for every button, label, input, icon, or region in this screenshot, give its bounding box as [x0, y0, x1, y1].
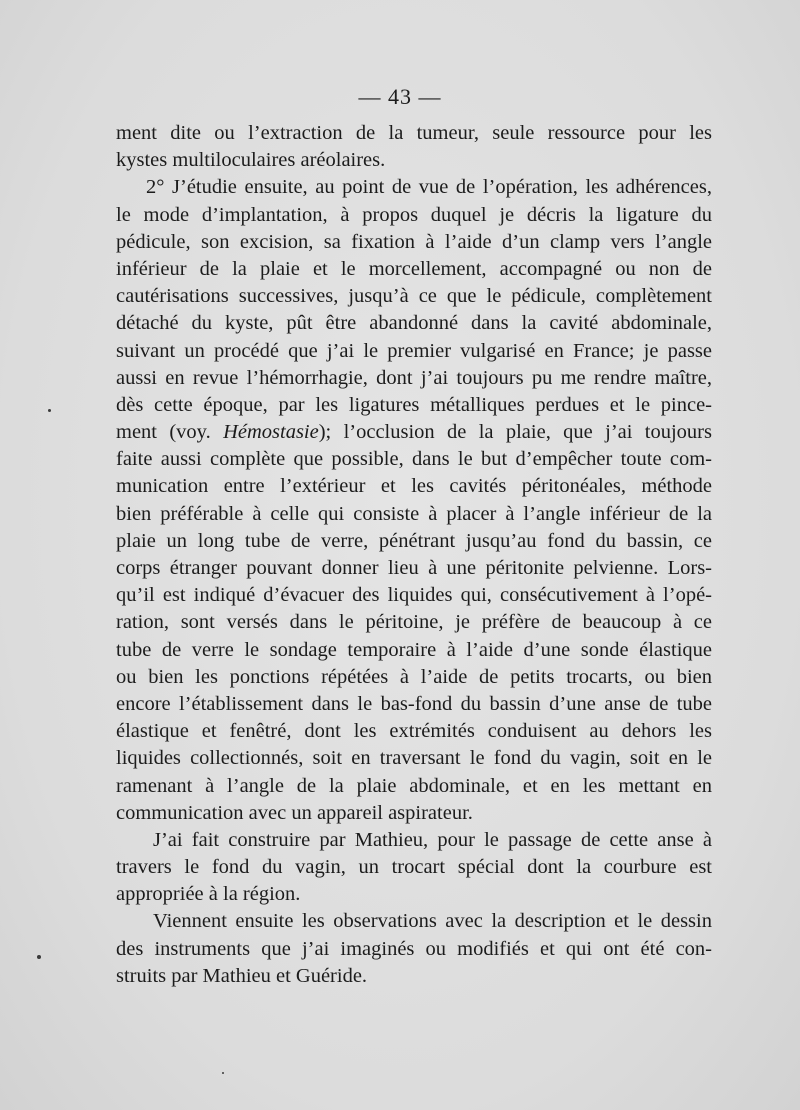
- text-line: struits par Mathieu et Guéride.: [116, 964, 368, 987]
- text-fragment: ment (voy.: [116, 421, 224, 444]
- text-line: des instruments que j’ai imaginés ou modifiés et qui ont été con-: [116, 937, 712, 960]
- paper-speck: [37, 955, 41, 959]
- text-line: ramenant à l’angle de la plaie abdominale, et en les mettant en: [116, 774, 712, 797]
- text-line: travers le fond du vagin, un trocart spécial dont la courbure est: [116, 856, 712, 879]
- text-line: liquides collectionnés, soit en traversant le fond du vagin, soit en le: [116, 747, 712, 770]
- text-line: plaie un long tube de verre, pénétrant jusqu’au fond du bassin, ce: [116, 529, 712, 552]
- text-line: élastique et fenêtré, dont les extrémités conduisent au dehors les: [116, 720, 712, 743]
- text-line: faite aussi complète que possible, dans le but d’empêcher toute com-: [116, 448, 712, 471]
- text-line: ration, sont versés dans le péritoine, je préfère de beaucoup à ce: [116, 611, 712, 634]
- text-line: appropriée à la région.: [116, 883, 301, 906]
- paper-speck: [48, 409, 51, 412]
- text-line: pédicule, son excision, sa fixation à l’aide d’un clamp vers l’angle: [116, 230, 712, 253]
- body-text: [116, 120, 712, 990]
- paragraph-start-line: Viennent ensuite les observations avec la description et le dessin: [153, 910, 712, 933]
- text-line: détaché du kyste, pût être abandonné dans la cavité abdominale,: [116, 312, 712, 335]
- italic-term: Hémostasie: [223, 421, 319, 444]
- text-line: cautérisations successives, jusqu’à ce que le pédicule, complètement: [116, 285, 712, 308]
- text-line: ou bien les ponctions répétées à l’aide de petits trocarts, ou bien: [116, 665, 712, 688]
- paragraph-start-line: J’ai fait construire par Mathieu, pour le passage de cette anse à: [153, 828, 712, 851]
- text-line: kystes multiloculaires aréolaires.: [116, 149, 386, 172]
- text-line: munication entre l’extérieur et les cavités péritonéales, méthode: [116, 475, 712, 498]
- paragraph-start-line: 2° J’étudie ensuite, au point de vue de l’opération, les adhérences,: [146, 176, 712, 199]
- text-line: inférieur de la plaie et le morcellement, accompagné ou non de: [116, 257, 712, 280]
- text-line: corps étranger pouvant donner lieu à une péritonite pelvienne. Lors-: [116, 557, 712, 579]
- text-line: bien préférable à celle qui consiste à placer à l’angle inférieur de la: [116, 502, 712, 525]
- text-line: communication avec un appareil aspirateur.: [116, 801, 473, 824]
- text-fragment: ); l’occlusion de la plaie, que j’ai toujours: [318, 421, 712, 444]
- text-line: qu’il est indiqué d’évacuer des liquides qui, consécutivement à l’opé-: [116, 584, 712, 607]
- text-line: encore l’établissement dans le bas-fond du bassin d’une anse de tube: [116, 692, 712, 715]
- text-line-with-italic: [116, 419, 712, 446]
- text-line: dès cette époque, par les ligatures métalliques perdues et le pince-: [116, 393, 712, 416]
- text-line: aussi en revue l’hémorrhagie, dont j’ai toujours pu me rendre maître,: [116, 366, 712, 389]
- text-line: ment dite ou l’extraction de la tumeur, seule ressource pour les: [116, 122, 712, 144]
- page-number: — 43 —: [358, 84, 442, 109]
- text-line: tube de verre le sondage temporaire à l’aide d’une sonde élastique: [116, 638, 712, 661]
- text-line: le mode d’implantation, à propos duquel je décris la ligature du: [116, 203, 712, 226]
- paper-speck: [222, 1072, 224, 1074]
- text-line: suivant un procédé que j’ai le premier vulgarisé en France; je passe: [116, 339, 712, 362]
